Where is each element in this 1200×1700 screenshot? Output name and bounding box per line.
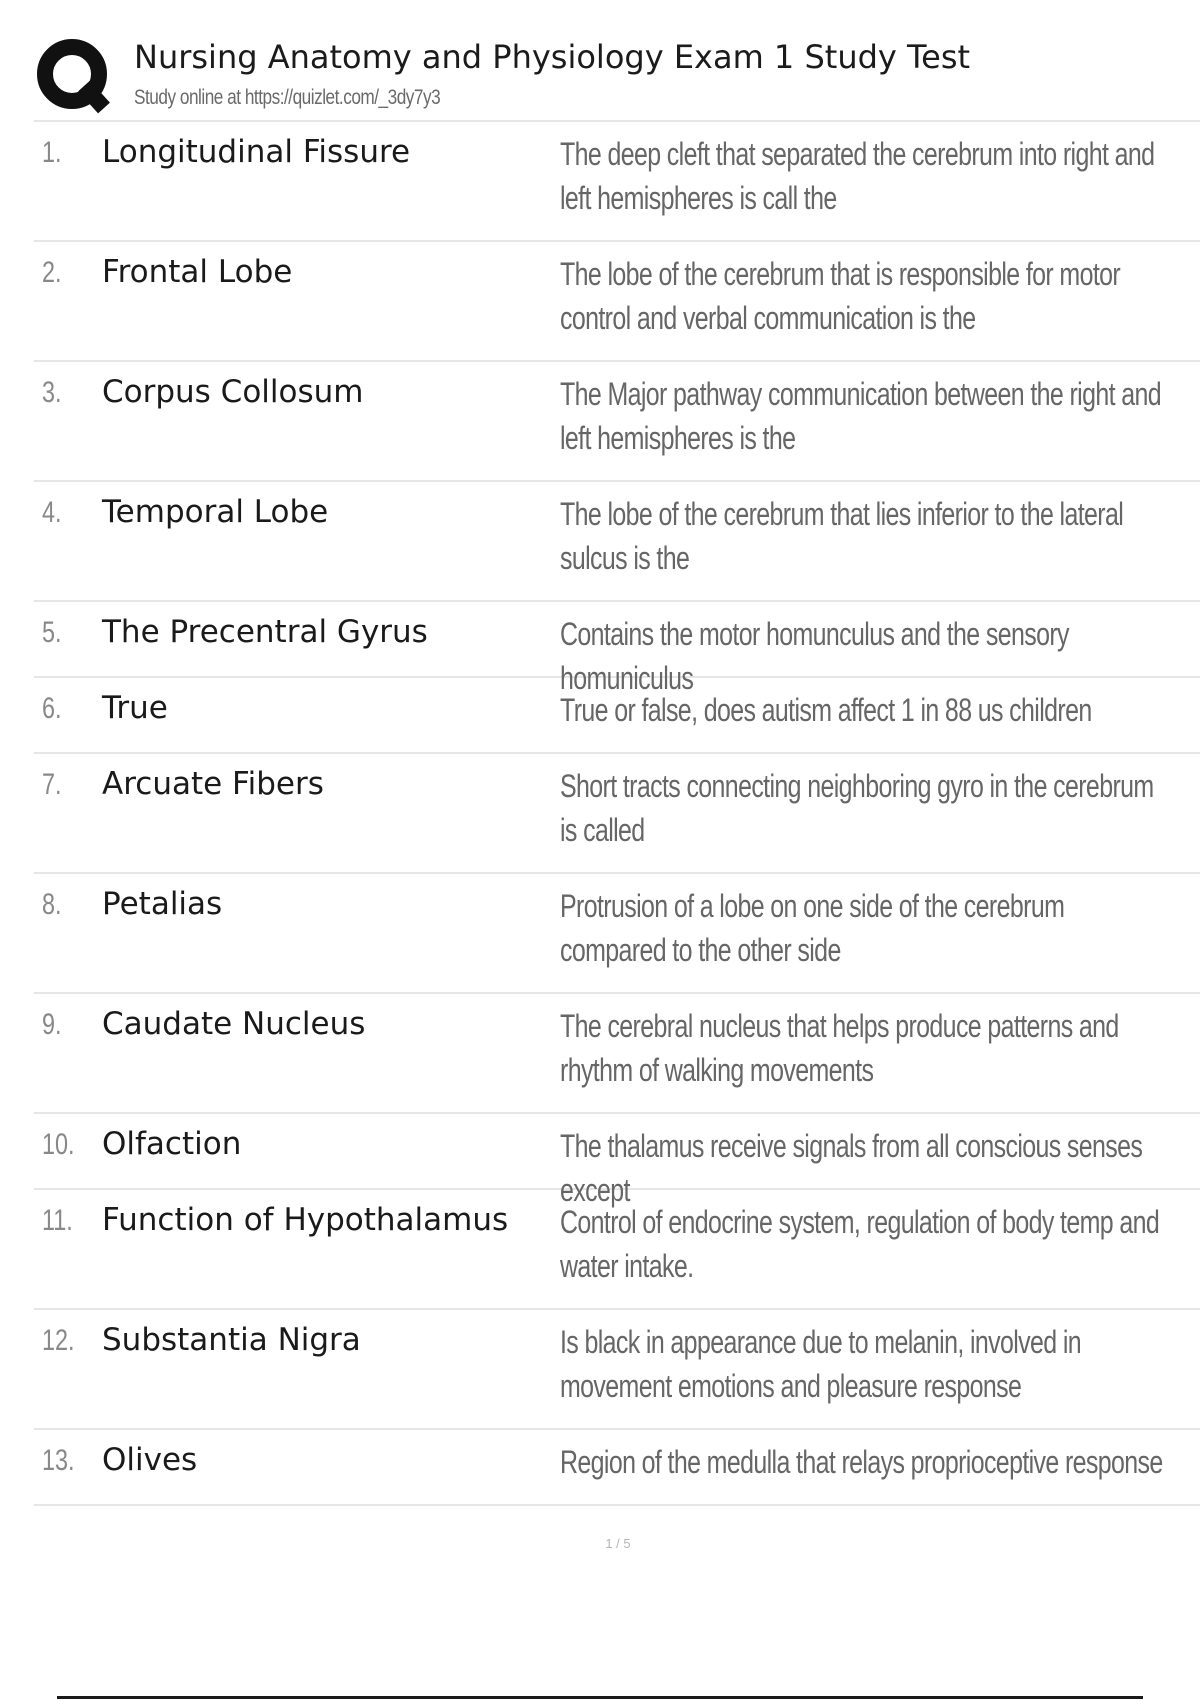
term-text: Substantia Nigra [102, 1322, 361, 1358]
term-text: Olfaction [102, 1126, 242, 1162]
term-text: Caudate Nucleus [102, 1006, 366, 1042]
definition-text: The Major pathway communication between the right and left hemispheres is the [560, 376, 1161, 456]
document-header [34, 34, 1200, 120]
term-row [34, 1114, 1200, 1208]
term-row [34, 1310, 1200, 1430]
definition-text: True or false, does autism affect 1 in 88 us children [560, 692, 1092, 728]
row-number: 4. [42, 496, 62, 529]
term-row [34, 874, 1200, 994]
term-text: The Precentral Gyrus [102, 614, 428, 650]
definition-text: Control of endocrine system, regulation of body temp and water intake. [560, 1204, 1160, 1284]
row-number: 8. [42, 888, 62, 921]
term-text: True [102, 690, 168, 726]
row-number: 12. [42, 1324, 75, 1357]
definition-text: Protrusion of a lobe on one side of the cerebrum compared to the other side [560, 888, 1065, 968]
definition-text: Region of the medulla that relays proprioceptive response [560, 1444, 1163, 1480]
definition-text: The cerebral nucleus that helps produce patterns and rhythm of walking movements [560, 1008, 1119, 1088]
row-number: 13. [42, 1444, 75, 1477]
definition-text: Contains the motor homunculus and the sensory homuniculus [560, 616, 1069, 696]
row-number: 2. [42, 256, 62, 289]
definition-text: The deep cleft that separated the cerebrum into right and left hemispheres is call the [560, 136, 1155, 216]
definition-text: The thalamus receive signals from all conscious senses except [560, 1128, 1143, 1208]
term-text: Petalias [102, 886, 223, 922]
term-row [34, 602, 1200, 696]
term-row [34, 1190, 1200, 1310]
document-title: Nursing Anatomy and Physiology Exam 1 Study Test [134, 38, 971, 76]
term-row [34, 1430, 1200, 1506]
row-number: 3. [42, 376, 62, 409]
definition-text: The lobe of the cerebrum that is responsible for motor control and verbal communication is the [560, 256, 1121, 336]
row-number: 7. [42, 768, 62, 801]
definition-text: Is black in appearance due to melanin, involved in movement emotions and pleasure response [560, 1324, 1082, 1404]
term-row [34, 122, 1200, 242]
row-number: 5. [42, 616, 62, 649]
term-text: Arcuate Fibers [102, 766, 324, 802]
term-row [34, 242, 1200, 362]
term-text: Function of Hypothalamus [102, 1202, 509, 1238]
definition-text: The lobe of the cerebrum that lies inferior to the lateral sulcus is the [560, 496, 1124, 576]
term-row [34, 994, 1200, 1114]
term-text: Corpus Collosum [102, 374, 364, 410]
row-number: 1. [42, 136, 62, 169]
bottom-divider [57, 1696, 1143, 1699]
definition-text: Short tracts connecting neighboring gyro in the cerebrum is called [560, 768, 1154, 848]
row-number: 6. [42, 692, 62, 725]
row-number: 9. [42, 1008, 62, 1041]
page-number: 1 / 5 [605, 1536, 631, 1551]
row-number: 11. [42, 1204, 73, 1237]
term-text: Frontal Lobe [102, 254, 293, 290]
term-row [34, 678, 1200, 754]
term-row [34, 362, 1200, 482]
term-row [34, 754, 1200, 874]
quizlet-logo-icon [34, 36, 114, 116]
term-list [34, 122, 1200, 1506]
term-text: Temporal Lobe [102, 494, 329, 530]
term-text: Longitudinal Fissure [102, 134, 411, 170]
document-subtitle: Study online at https://quizlet.com/_3dy7y3 [134, 86, 441, 109]
term-text: Olives [102, 1442, 198, 1478]
row-number: 10. [42, 1128, 75, 1161]
term-row [34, 482, 1200, 602]
